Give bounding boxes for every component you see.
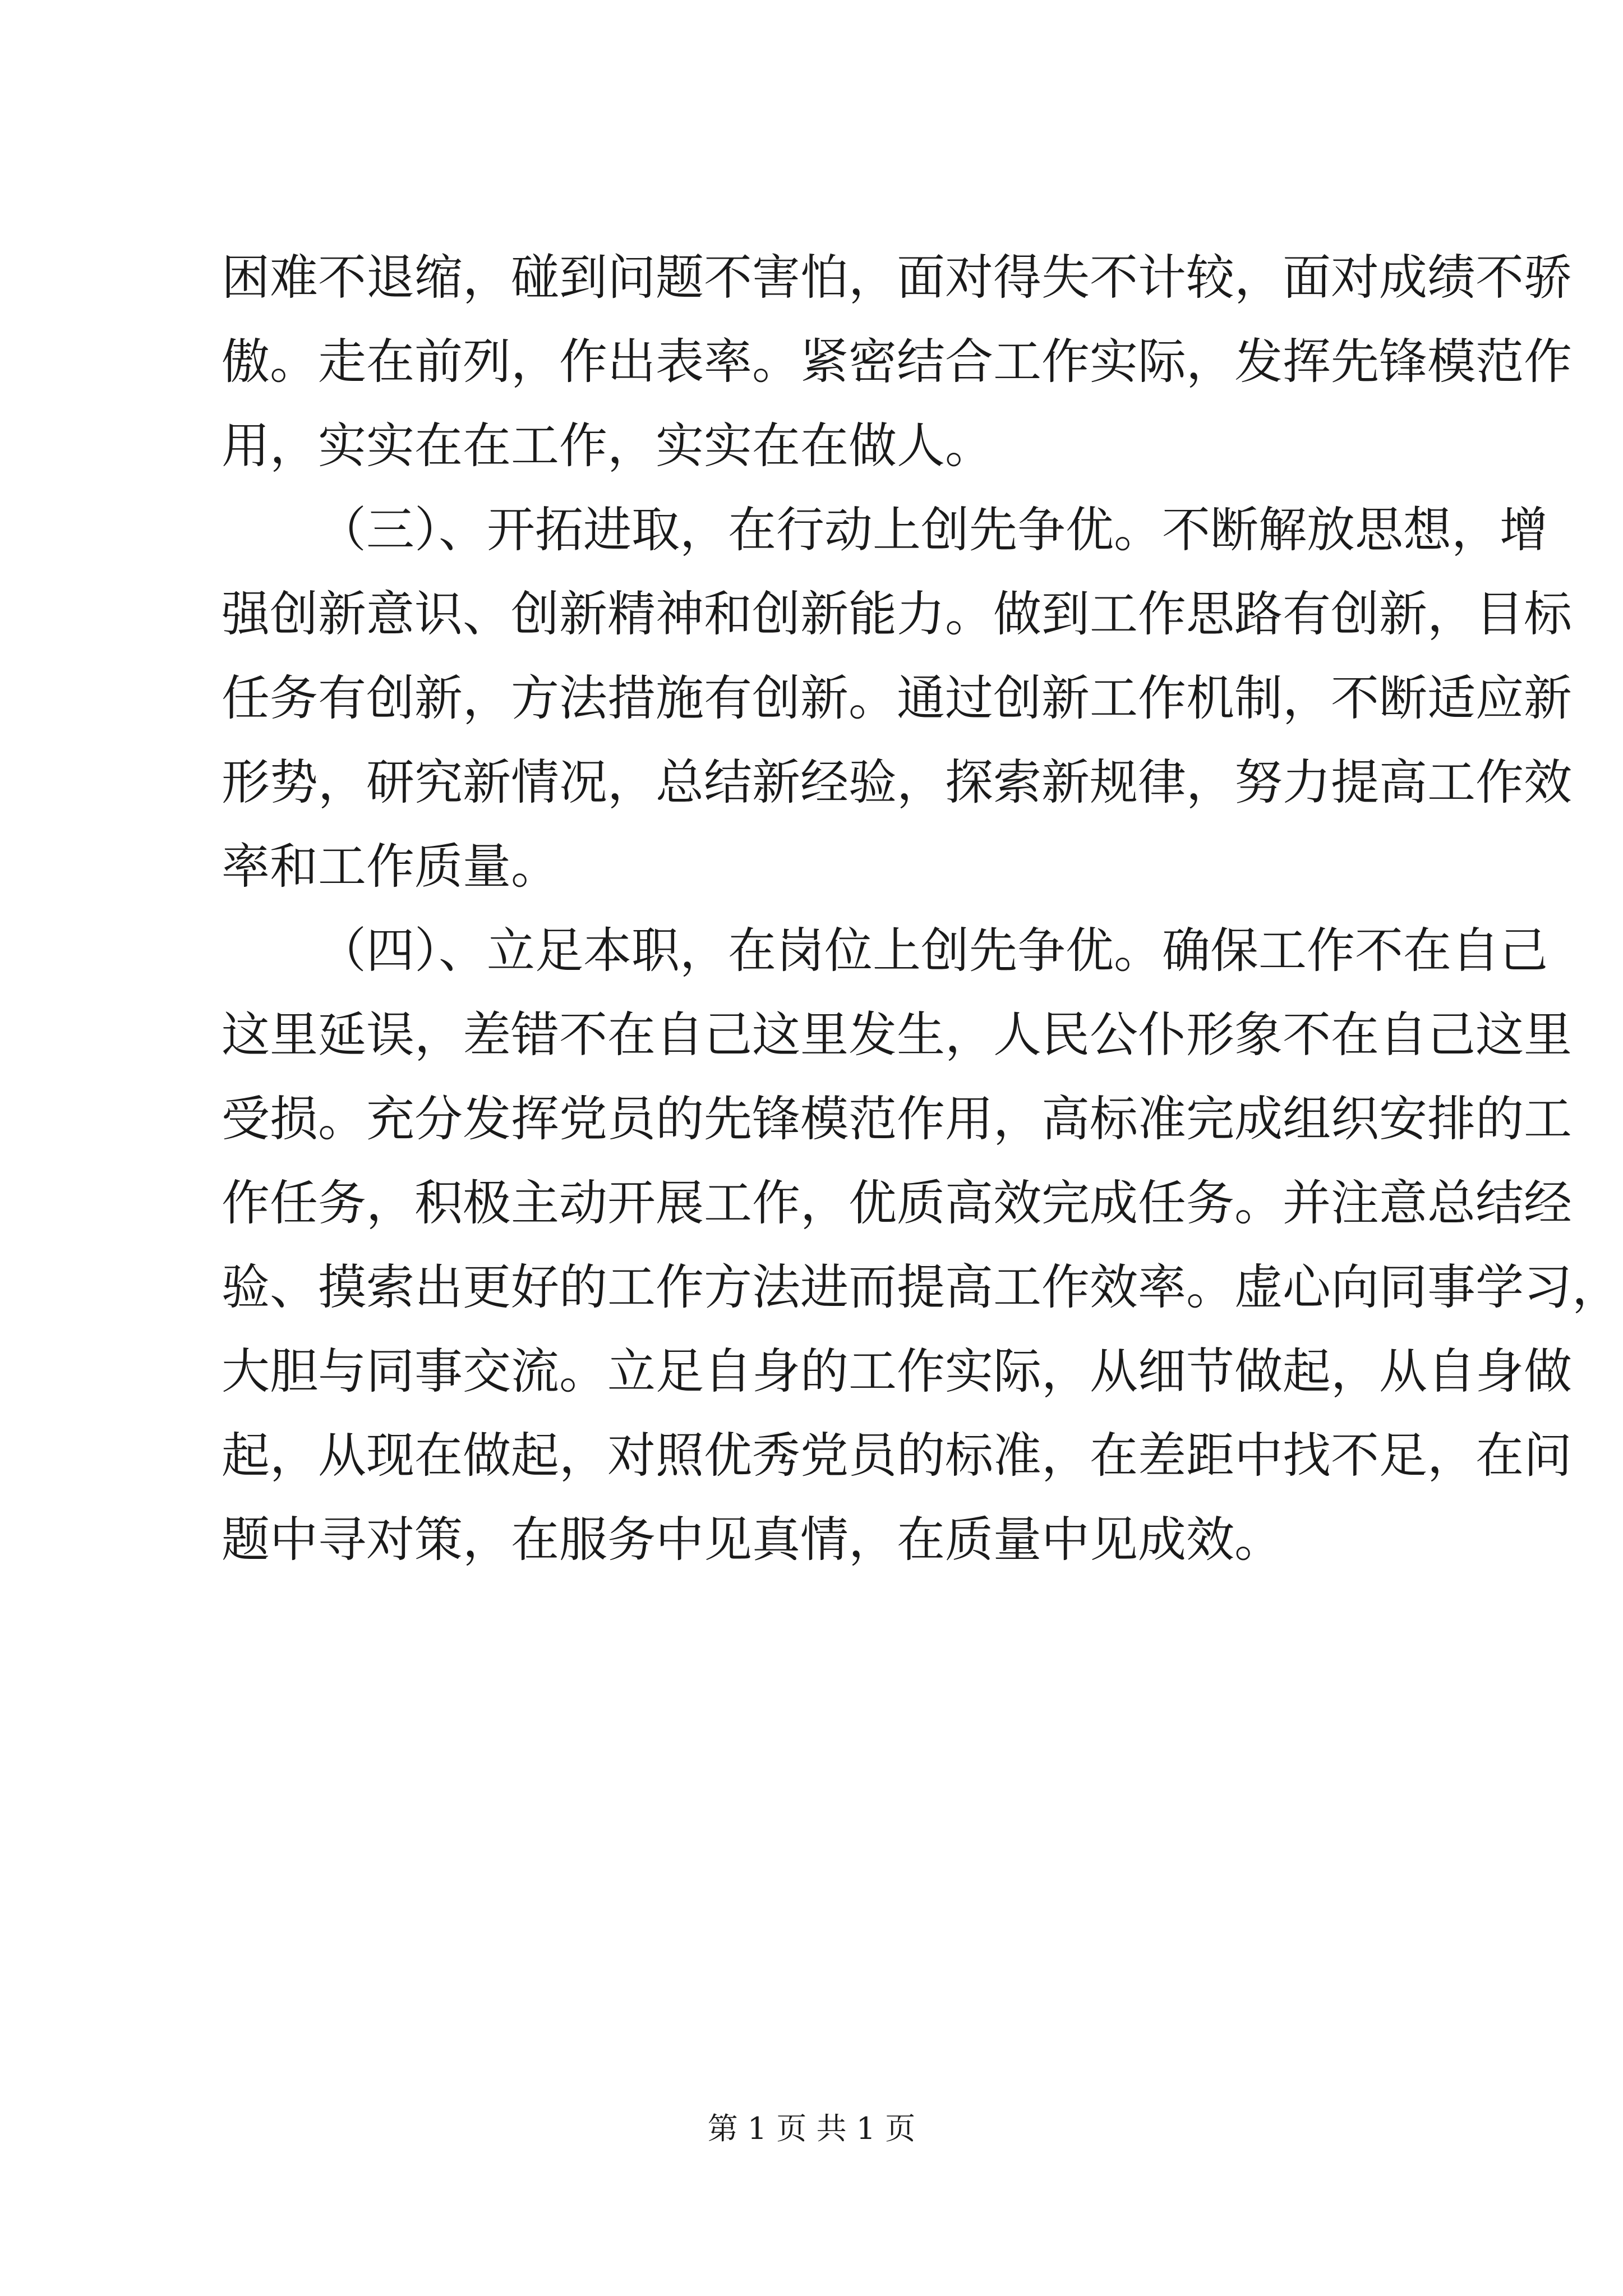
page-footer: 第 1 页 共 1 页 [707, 2111, 916, 2146]
paragraph-heading-line: （四）、立足本职，在岗位上创先争优。确保工作不在自己 [318, 923, 1548, 979]
text-line: 用，实实在在工作，实实在在做人。 [222, 418, 993, 474]
text-line: 任务有创新，方法措施有创新。通过创新工作机制，不断适应新 [222, 670, 1572, 726]
text-line: 这里延误，差错不在自己这里发生，人民公仆形象不在自己这里 [222, 1007, 1572, 1063]
text-line: 傲。走在前列，作出表率。紧密结合工作实际，发挥先锋模范作 [222, 334, 1572, 390]
text-line: 困难不退缩，碰到问题不害怕，面对得失不计较，面对成绩不骄 [222, 250, 1572, 306]
text-line: 受损。充分发挥党员的先锋模范作用，高标准完成组织安排的工 [222, 1091, 1572, 1147]
text-line: 大胆与同事交流。立足自身的工作实际，从细节做起，从自身做 [222, 1343, 1572, 1400]
text-line: 形势，研究新情况，总结新经验，探索新规律，努力提高工作效 [222, 754, 1572, 811]
text-line: 强创新意识、创新精神和创新能力。做到工作思路有创新，目标 [222, 586, 1572, 642]
body-text [222, 236, 1620, 1582]
text-line: 率和工作质量。 [222, 839, 559, 895]
paragraph-heading-line: （三）、开拓进取，在行动上创先争优。不断解放思想，增 [318, 502, 1548, 558]
text-line: 验、摸索出更好的工作方法进而提高工作效率。虚心向同事学习， [222, 1259, 1620, 1315]
text-line: 作任务，积极主动开展工作，优质高效完成任务。并注意总结经 [222, 1175, 1572, 1231]
text-line: 题中寻对策，在服务中见真情，在质量中见成效。 [222, 1512, 1283, 1568]
text-line: 起，从现在做起，对照优秀党员的标准，在差距中找不足，在问 [222, 1428, 1572, 1484]
